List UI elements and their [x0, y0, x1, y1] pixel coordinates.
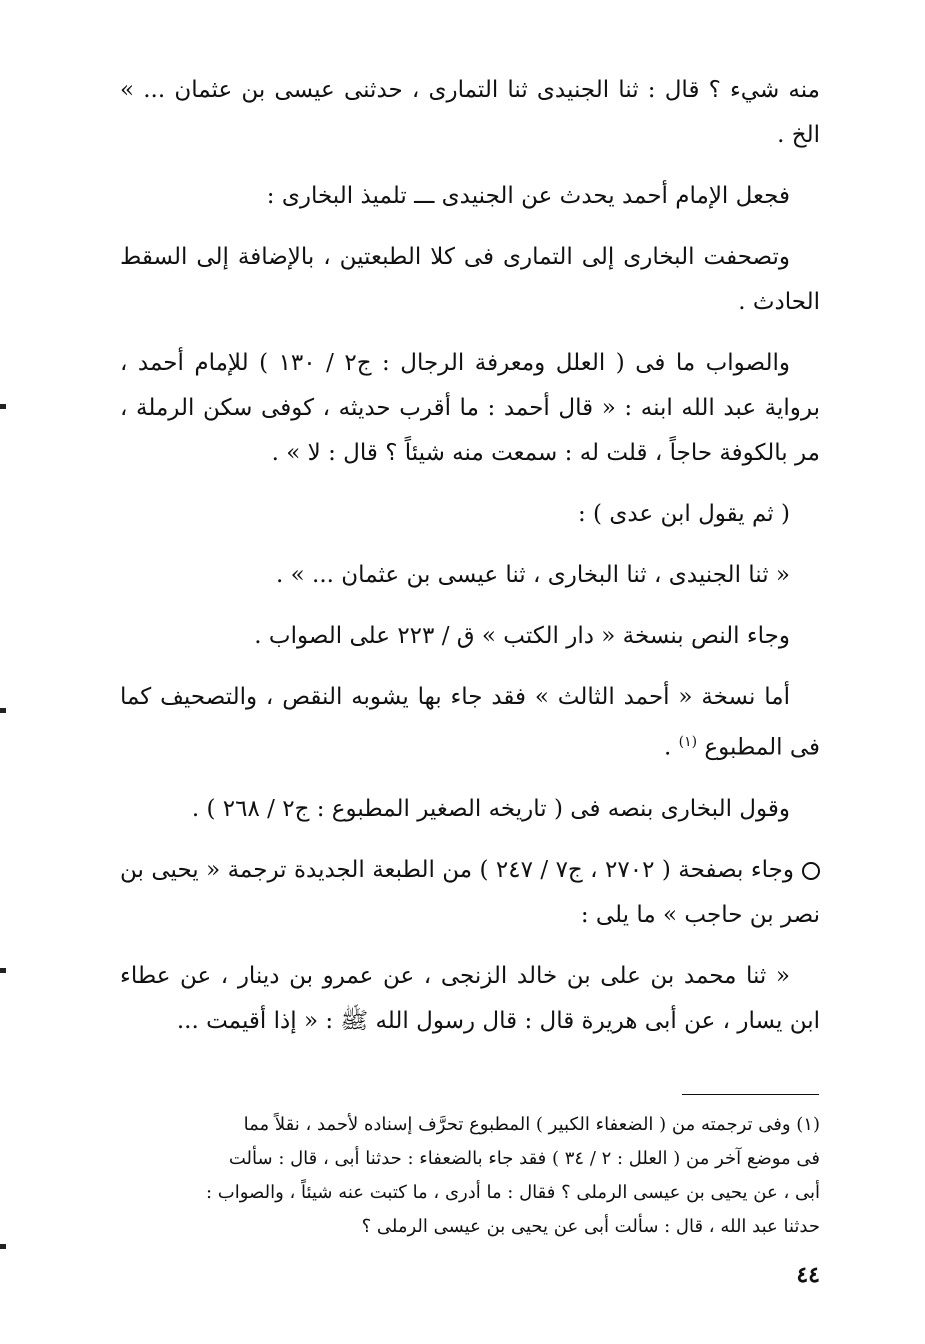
page-number: ٤٤ — [796, 1262, 820, 1288]
footnote-line-3: أبى ، عن يحيى بن عيسى الرملى ؟ فقال : ما أدرى ، ما كتبت عنه شيئاً ، والصواب : — [205, 1182, 820, 1203]
paragraph-8-end: . — [664, 734, 679, 761]
footnote-divider — [682, 1094, 819, 1095]
paragraph-2: فجعل الإمام أحمد يحدث عن الجنيدى ـــ تلميذ البخارى : — [266, 183, 790, 209]
paragraph-3: وتصحفت البخارى إلى التمارى فى كلا الطبعتين ، بالإضافة إلى السقط الحادث . — [120, 244, 820, 315]
footnote-line-4: حدثنا عبد الله ، قال : سألت أبى عن يحيى بن عيسى الرملى ؟ — [361, 1216, 820, 1237]
circle-icon — [802, 862, 820, 880]
scan-edge-mark — [0, 404, 6, 409]
paragraph-11: « ثنا محمد بن على بن خالد الزنجى ، عن عمرو بن دينار ، عن عطاء ابن يسار ، عن أبى هريرة قال : قال رسول الله ﷺ : « إذا أقيمت ... — [120, 962, 820, 1034]
footnote-line-1: (١) وفى ترجمته من ( الضعفاء الكبير ) المطبوع تحرَّف إسناده لأحمد ، نقلاً مما — [243, 1114, 820, 1135]
paragraph-1: منه شيء ؟ قال : ثنا الجنيدى ثنا التمارى ، حدثنى عيسى بن عثمان ... » الخ . — [120, 77, 820, 148]
paragraph-8 — [120, 675, 820, 771]
paragraph-6: « ثنا الجنيدى ، ثنا البخارى ، ثنا عيسى بن عثمان ... » . — [276, 562, 790, 588]
paragraph-9: وقول البخارى بنصه فى ( تاريخه الصغير المطبوع : ج٢ / ٢٦٨ ) . — [191, 795, 790, 822]
paragraph-4: والصواب ما فى ( العلل ومعرفة الرجال : ج٢ / ١٣٠ ) للإمام أحمد ، برواية عبد الله ابنه : « قال أحمد : ما أقرب حديثه ، كوفى سكن الرملة ، مر بالكوفة حاجاً ، قلت له : سمعت منه شيئاً ؟ قال : لا » . — [120, 350, 820, 466]
paragraph-10-text: وجاء بصفحة ( ٢٧٠٢ ، ج٧ / ٢٤٧ ) من الطبعة الجديدة ترجمة « يحيى بن نصر بن حاجب » ما يلى : — [120, 856, 820, 928]
main-text — [120, 68, 820, 1060]
footnote — [120, 1108, 820, 1244]
paragraph-10 — [120, 848, 820, 938]
footnote-line-2: فى موضع آخر من ( العلل : ٢ / ٣٤ ) فقد جاء بالضعفاء : حدثنا أبى ، قال : سألت — [228, 1148, 820, 1169]
footnote-reference: (١) — [678, 734, 698, 750]
scan-edge-mark — [0, 1244, 6, 1249]
paragraph-7: وجاء النص بنسخة « دار الكتب » ق / ٢٢٣ على الصواب . — [254, 623, 790, 649]
paragraph-8-text: أما نسخة « أحمد الثالث » فقد جاء بها يشوبه النقص ، والتصحيف كما فى المطبوع — [120, 684, 820, 761]
paragraph-5: ( ثم يقول ابن عدى ) : — [578, 501, 790, 527]
scan-edge-mark — [0, 708, 6, 713]
scan-edge-mark — [0, 968, 6, 973]
